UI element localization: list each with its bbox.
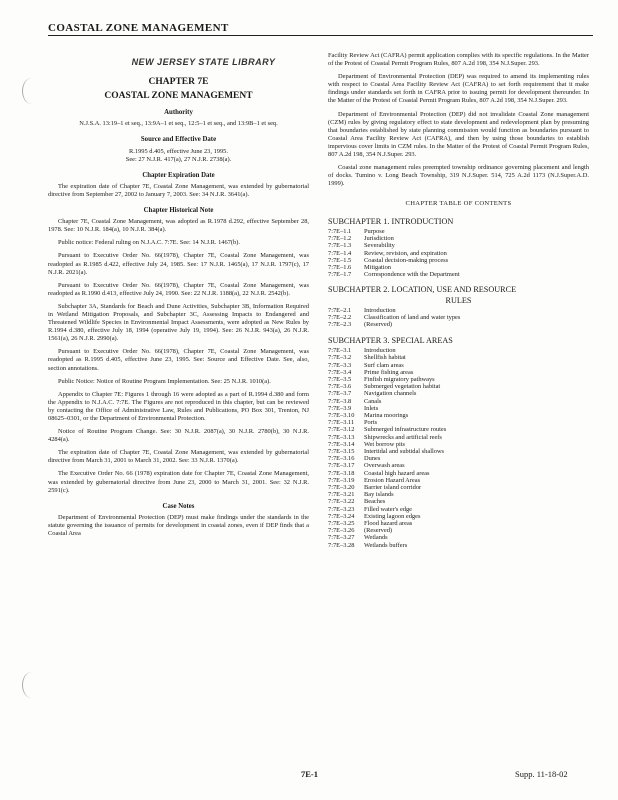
- toc-item-label: Submerged infrastructure routes: [364, 426, 447, 434]
- history-paragraph: Appendix to Chapter 7E: Figures 1 through 16 were adopted as a part of R.1994 d.380 and form the Appendix to N.J.A.C. 7:7E. The Figures are not reproduced in this chapter, but can be reviewed by contacting the Office of Administrative Law, Rules and Publications, PO Box 301, Trenton, NJ 08625–0301, or the Department of Environmental Protection.: [48, 390, 309, 422]
- history-heading: Chapter Historical Note: [143, 207, 214, 215]
- history-paragraph: Public notice: Federal ruling on N.J.A.C. 7:7E. See: 14 N.J.R. 1467(b).: [58, 239, 240, 247]
- source-line: See: 27 N.J.R. 417(a), 27 N.J.R. 2738(a).: [125, 155, 232, 163]
- toc-item-label: Wetlands: [364, 534, 388, 542]
- toc-item-number: 7:7E–3.7: [328, 390, 352, 398]
- expiration-text: The expiration date of Chapter 7E, Coastal Zone Management, was extended by gubernatorial directive from September 27, 2002 to January 7, 2003. See: 34 N.J.R. 3641(a).: [48, 182, 309, 198]
- binder-hole-mark: [22, 672, 41, 698]
- subchapter-heading: SUBCHAPTER 1. INTRODUCTION: [328, 216, 454, 226]
- toc-item-label: Correspondence with the Department: [364, 271, 460, 279]
- subchapter-heading: SUBCHAPTER 3. SPECIAL AREAS: [328, 335, 453, 345]
- toc-item-number: 7:7E–3.10: [328, 411, 355, 419]
- toc-item: [328, 520, 589, 527]
- case-notes-heading: Case Notes: [162, 502, 195, 510]
- toc-item-number: 7:7E–3.14: [328, 440, 355, 448]
- toc-item-number: 7:7E–3.5: [328, 375, 352, 383]
- toc-item-label: Beaches: [364, 498, 386, 506]
- toc-item: [328, 242, 589, 249]
- toc-item: [328, 354, 589, 361]
- toc-item-number: 7:7E–1.1: [328, 228, 352, 235]
- history-paragraph: Chapter 7E, Coastal Zone Management, was adopted as R.1978 d.292, effective September 28, 1978. See: 10 N.J.R. 184(a), 10 N.J.R. 384(a).: [48, 218, 309, 234]
- toc-item-label: Barrier island corridor: [364, 483, 422, 491]
- toc-item-number: 7:7E–3.17: [328, 462, 355, 470]
- toc-item-label: Submerged vegetation habitat: [364, 383, 441, 391]
- toc-item: [328, 506, 589, 513]
- toc-item: [328, 412, 589, 419]
- toc-item-number: 7:7E–3.23: [328, 505, 355, 513]
- history-paragraph: Public Notice: Notice of Routine Program Implementation. See: 25 N.J.R. 1010(a).: [58, 377, 271, 385]
- toc-item-number: 7:7E–3.19: [328, 476, 355, 484]
- toc-item: [328, 235, 589, 242]
- toc-item-label: Wet borrow pits: [364, 440, 406, 448]
- toc-item: [328, 347, 589, 354]
- left-column: [48, 52, 309, 543]
- expiration-heading: Chapter Expiration Date: [142, 171, 215, 179]
- library-stamp: NEW JERSEY STATE LIBRARY: [131, 57, 276, 67]
- toc-item-label: Jurisdiction: [364, 235, 394, 243]
- toc-item-label: Coastal high hazard areas: [364, 469, 430, 477]
- authority-text: N.J.S.A. 13:19–1 et seq., 13:9A–1 et seq., 12:5–1 et seq., and 13:9B–1 et seq.: [79, 120, 278, 128]
- toc-item-number: 7:7E–2.2: [328, 314, 352, 322]
- history-paragraph: Pursuant to Executive Order No. 66(1978), Chapter 7E, Coastal Zone Management, was readopted as R.1995 d.405, effective June 23, 1995. See: Source and Effective Date. See, also, section annotations.: [48, 348, 309, 372]
- toc-list: [328, 228, 589, 278]
- toc-item: [328, 542, 589, 549]
- toc-item-number: 7:7E–1.5: [328, 256, 352, 264]
- toc-item-number: 7:7E–1.2: [328, 235, 352, 243]
- toc-item: [328, 405, 589, 412]
- toc-item-label: Coastal decision-making process: [364, 256, 449, 264]
- toc-item-label: Review, revision, and expiration: [364, 249, 447, 257]
- toc-item-number: 7:7E–1.7: [328, 271, 352, 279]
- toc-item: [328, 362, 589, 369]
- toc-item-label: Surf clam areas: [364, 361, 404, 369]
- toc-item-label: Purpose: [364, 228, 385, 235]
- toc-item: [328, 455, 589, 462]
- history-paragraph: The Executive Order No. 66 (1978) expiration date for Chapter 7E, Coastal Zone Management, was extended by gubernatorial directive from June 23, 2000 to March 31, 2001. See: 32 N.J.R. 2591(c).: [48, 470, 309, 494]
- toc-item: [328, 434, 589, 441]
- toc-item-label: Wetlands buffers: [364, 541, 408, 549]
- chapter-number: CHAPTER 7E: [148, 77, 209, 88]
- toc-item: [328, 369, 589, 376]
- toc-item-number: 7:7E–3.25: [328, 520, 355, 527]
- toc-item-label: Classification of land and water types: [364, 314, 461, 322]
- history-paragraph: The expiration date of Chapter 7E, Coastal Zone Management, was extended by gubernatorial directive from March 31, 2001 to March 31, 2002. See: 33 N.J.R. 1370(a).: [48, 449, 309, 465]
- toc-item-label: Marina moorings: [364, 411, 409, 419]
- toc-item: [328, 376, 589, 383]
- toc-item-label: Flood hazard areas: [364, 520, 413, 527]
- subchapter-heading-continued: RULES: [445, 295, 472, 305]
- toc-item: [328, 419, 589, 426]
- toc-item: [328, 534, 589, 541]
- toc-item-label: (Reserved): [364, 527, 393, 535]
- toc-item-number: 7:7E–3.9: [328, 404, 352, 412]
- toc-item-number: 7:7E–3.1: [328, 347, 352, 355]
- toc-item-number: 7:7E–3.26: [328, 527, 355, 535]
- authority-heading: Authority: [164, 109, 193, 117]
- toc-item: [328, 498, 589, 505]
- toc-item-label: Filled water's edge: [364, 505, 413, 513]
- toc-item-number: 7:7E–2.3: [328, 321, 352, 329]
- toc-item-label: Introduction: [364, 307, 396, 315]
- toc-item-label: Finfish migratory pathways: [364, 375, 435, 383]
- toc-item-label: Ports: [364, 419, 378, 427]
- toc-item-number: 7:7E–3.15: [328, 447, 355, 455]
- toc-item-label: Introduction: [364, 347, 396, 355]
- toc-item: [328, 470, 589, 477]
- toc-item: [328, 250, 589, 257]
- toc-item: [328, 441, 589, 448]
- toc-item-label: Severability: [364, 242, 395, 250]
- toc-item-number: 7:7E–3.20: [328, 483, 355, 491]
- toc-item-label: Mitigation: [364, 264, 391, 272]
- toc-item-number: 7:7E–3.16: [328, 455, 355, 463]
- history-paragraph: Notice of Routine Program Change. See: 30 N.J.R. 2087(a), 30 N.J.R. 2780(b), 30 N.J.R. 4284(a).: [48, 428, 309, 444]
- toc-item-number: 7:7E–3.8: [328, 397, 352, 405]
- case-note-paragraph: Department of Environmental Protection (DEP) did not invalidate Coastal Zone management (CZM) rules by giving regulatory effect to state development and redevelopment plan by presuming that boundaries established by state planning commission would function as boundaries pursuant to Coastal Area Facility Review Act (CAFRA), and then by using those boundaries to establish impervious cover limits in CZM rules. In the Matter of the Protest of Coastal Permit Program Rules, 807 A.2d 198, 354 N.J.Super. 293.: [328, 110, 589, 159]
- toc-item: [328, 314, 589, 321]
- toc-item-number: 7:7E–3.12: [328, 426, 355, 434]
- toc-item-label: (Reserved): [364, 321, 393, 329]
- toc-item: [328, 462, 589, 469]
- toc-item-number: 7:7E–2.1: [328, 307, 352, 315]
- toc-item: [328, 477, 589, 484]
- toc-item-number: 7:7E–1.3: [328, 242, 352, 250]
- toc-item: [328, 264, 589, 271]
- toc-item: [328, 426, 589, 433]
- toc-item-number: 7:7E–3.28: [328, 541, 355, 549]
- history-paragraph: Pursuant to Executive Order No. 66(1978), Chapter 7E, Coastal Zone Management, was readopted as R.1990 d.413, effective July 24, 1990. See: 22 N.J.R. 1188(a), 22 N.J.R. 2542(b).: [48, 281, 309, 297]
- toc-list: [328, 307, 589, 329]
- toc-list: [328, 347, 589, 549]
- toc-item: [328, 448, 589, 455]
- toc-item-number: 7:7E–3.3: [328, 361, 352, 369]
- toc-item-number: 7:7E–3.13: [328, 433, 355, 441]
- case-note-paragraph: Facility Review Act (CAFRA) permit application complies with its specific regulations. In the Matter of the Protest of Coastal Permit Program Rules, 807 A.2d 198, 354 N.J.Super. 293.: [328, 52, 589, 68]
- toc-item-number: 7:7E–1.4: [328, 249, 352, 257]
- toc-item: [328, 484, 589, 491]
- toc-item-number: 7:7E–3.2: [328, 354, 352, 362]
- toc-item: [328, 228, 589, 235]
- supplement-date: Supp. 11-18-02: [515, 769, 568, 779]
- toc-item-label: Canals: [364, 397, 382, 405]
- toc-item-label: Existing lagoon edges: [364, 512, 421, 520]
- toc-item-number: 7:7E–3.6: [328, 383, 352, 391]
- toc-item-label: Intertidal and subtidal shallows: [364, 447, 445, 455]
- toc-item: [328, 257, 589, 264]
- history-paragraph: Subchapter 3A, Standards for Beach and Dune Activities, Subchapter 3B, Information Required in Wetland Mitigation Proposals, and Subchapter 3C, Assessing Impacts to Endangered and Threatened Wildlife Species in Environmental Impact Assessments, were adopted as New Rules by R.1994 d.380, effective July 18, 1994 (operative July 19, 1994). See: 26 N.J.R. 943(a), 26 N.J.R. 1561(a), 26 N.J.R. 2990(a).: [48, 302, 309, 343]
- toc-item: [328, 390, 589, 397]
- toc-item-label: Erosion Hazard Areas: [364, 476, 421, 484]
- binder-hole-mark: [22, 78, 41, 104]
- toc-item-number: 7:7E–3.18: [328, 469, 355, 477]
- toc-item-number: 7:7E–3.21: [328, 491, 355, 499]
- toc-title: CHAPTER TABLE OF CONTENTS: [405, 200, 512, 208]
- toc-item: [328, 527, 589, 534]
- case-note-paragraph: Department of Environmental Protection (DEP) was required to amend its implementing rules with respect to Coastal Area Facility Review Act (CAFRA) to set forth requirement that it make findings under standards set forth in CAFRA prior to issuing permit for development thereunder. In the Matter of the Protest of Coastal Permit Program Rules, 807 A.2d 198, 354 N.J.Super. 293.: [328, 73, 589, 105]
- chapter-title: COASTAL ZONE MANAGEMENT: [104, 91, 253, 102]
- toc-item: [328, 271, 589, 278]
- toc-item-number: 7:7E–3.4: [328, 368, 352, 376]
- toc-item-label: Inlets: [364, 404, 379, 412]
- toc-item-number: 7:7E–3.27: [328, 534, 355, 542]
- toc-item-number: 7:7E–3.11: [328, 419, 355, 427]
- toc-item-label: Navigation channels: [364, 390, 417, 398]
- toc-item-label: Shellfish habitat: [364, 354, 406, 362]
- toc-item-label: Dunes: [364, 455, 381, 463]
- toc-item-label: Overwash areas: [364, 462, 405, 470]
- toc-item-label: Bay islands: [364, 491, 394, 499]
- source-heading: Source and Effective Date: [140, 136, 217, 144]
- toc-item: [328, 383, 589, 390]
- toc-item: [328, 398, 589, 405]
- toc-item: [328, 513, 589, 520]
- toc-item-label: Prime fishing areas: [364, 368, 414, 376]
- toc-item-number: 7:7E–1.6: [328, 264, 352, 272]
- toc-item-number: 7:7E–3.24: [328, 512, 355, 520]
- case-note-paragraph: Department of Environmental Protection (DEP) must make findings under the standards in the statute governing the issuance of permits for development in coastal zones, even if DEP finds that a Coastal Area: [48, 513, 309, 538]
- page-number: 7E-1: [301, 769, 318, 779]
- source-line: R.1995 d.405, effective June 23, 1995.: [129, 147, 228, 155]
- toc-item-number: 7:7E–3.22: [328, 498, 355, 506]
- subchapter-heading: SUBCHAPTER 2. LOCATION, USE AND RESOURCE: [328, 285, 517, 295]
- toc-item-label: Shipwrecks and artificial reefs: [364, 433, 442, 441]
- toc-item: [328, 321, 589, 328]
- running-header: COASTAL ZONE MANAGEMENT: [48, 22, 593, 36]
- right-column: [328, 52, 589, 549]
- case-note-paragraph: Coastal zone management rules preempted township ordinance governing placement and length of docks. Tumino v. Long Beach Township, 319 N.J.Super. 514, 725 A.2d 1173 (N.J.Super.A.D. 1999).: [328, 164, 589, 188]
- history-paragraph: Pursuant to Executive Order No. 66(1978), Chapter 7E, Coastal Zone Management, was readopted as R.1985 d.422, effective July 24, 1985. See: 17 N.J.R. 1465(a), 17 N.J.R. 1797(c), 17 N.J.R. 2021(a).: [48, 252, 309, 276]
- toc-item: [328, 307, 589, 314]
- toc-item: [328, 491, 589, 498]
